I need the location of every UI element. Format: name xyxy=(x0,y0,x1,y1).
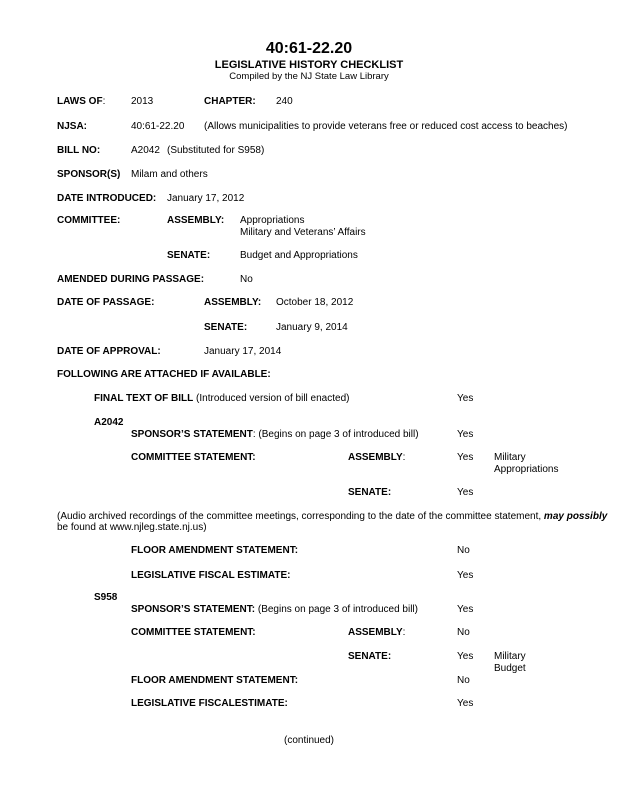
date-introduced-label: DATE INTRODUCED: xyxy=(57,193,157,204)
final-text-value: Yes xyxy=(457,393,474,404)
a2042-sponsor-statement-value: Yes xyxy=(457,429,474,440)
a2042-label: A2042 xyxy=(94,417,124,428)
a2042-assembly-committee-1: Military xyxy=(494,452,526,463)
s958-sponsor-statement: SPONSOR’S STATEMENT: (Begins on page 3 of introduced bill) xyxy=(131,604,418,615)
bill-no-note: (Substituted for S958) xyxy=(167,145,265,156)
s958-senate-value: Yes xyxy=(457,651,474,662)
s958-assembly-label: ASSEMBLY: xyxy=(348,627,406,638)
njsa-value: 40:61-22.20 xyxy=(131,121,185,132)
continued-note: (continued) xyxy=(283,735,335,746)
committee-senate-value: Budget and Appropriations xyxy=(240,250,358,261)
passage-senate-value: January 9, 2014 xyxy=(276,322,348,333)
njsa-note: (Allows municipalities to provide veterans free or reduced cost access to beaches) xyxy=(204,121,568,132)
committee-senate-label: SENATE: xyxy=(167,250,211,261)
chapter-label: CHAPTER: xyxy=(204,96,256,107)
a2042-floor-amendment-value: No xyxy=(457,545,470,556)
a2042-fiscal-estimate-label: LEGISLATIVE FISCAL ESTIMATE: xyxy=(131,570,291,581)
committee-label: COMMITTEE: xyxy=(57,215,121,226)
page-subtitle: Compiled by the NJ State Law Library xyxy=(229,71,389,82)
bill-no-label: BILL NO: xyxy=(57,145,101,156)
a2042-fiscal-estimate-value: Yes xyxy=(457,570,474,581)
a2042-sponsor-statement: SPONSOR’S STATEMENT: (Begins on page 3 of introduced bill) xyxy=(131,429,419,440)
s958-label: S958 xyxy=(94,592,118,603)
s958-floor-amendment-label: FLOOR AMENDMENT STATEMENT: xyxy=(131,675,299,686)
committee-assembly-value-1: Appropriations xyxy=(240,215,305,226)
s958-sponsor-statement-value: Yes xyxy=(457,604,474,615)
s958-fiscal-estimate-value: Yes xyxy=(457,698,474,709)
final-text-row: FINAL TEXT OF BILL (Introduced version of bill enacted) xyxy=(94,393,350,404)
laws-of-label: LAWS OF: xyxy=(57,96,106,107)
s958-senate-label: SENATE: xyxy=(348,651,392,662)
bill-no-value: A2042 xyxy=(131,145,160,156)
page-code: 40:61-22.20 xyxy=(265,40,353,57)
njsa-label: NJSA: xyxy=(57,121,88,132)
s958-assembly-value: No xyxy=(457,627,470,638)
page-title: LEGISLATIVE HISTORY CHECKLIST xyxy=(214,59,404,71)
a2042-committee-statement-label: COMMITTEE STATEMENT: xyxy=(131,452,256,463)
a2042-senate-label: SENATE: xyxy=(348,487,392,498)
date-introduced-value: January 17, 2012 xyxy=(167,193,245,204)
approval-value: January 17, 2014 xyxy=(204,346,282,357)
s958-senate-committee-1: Military xyxy=(494,651,526,662)
a2042-assembly-committee-2: Appropriations xyxy=(494,464,559,475)
sponsors-label: SPONSOR(S) xyxy=(57,169,121,180)
attached-heading: FOLLOWING ARE ATTACHED IF AVAILABLE: xyxy=(57,369,271,380)
sponsors-value: Milam and others xyxy=(131,169,208,180)
audio-note-line-1: (Audio archived recordings of the committee meetings, corresponding to the date of the committee statement, may possibly xyxy=(57,511,608,522)
passage-senate-label: SENATE: xyxy=(204,322,248,333)
s958-floor-amendment-value: No xyxy=(457,675,470,686)
passage-assembly-value: October 18, 2012 xyxy=(276,297,354,308)
a2042-assembly-label: ASSEMBLY: xyxy=(348,452,406,463)
passage-label: DATE OF PASSAGE: xyxy=(57,297,155,308)
a2042-floor-amendment-label: FLOOR AMENDMENT STATEMENT: xyxy=(131,545,299,556)
amended-label: AMENDED DURING PASSAGE: xyxy=(57,274,205,285)
amended-value: No xyxy=(240,274,253,285)
committee-assembly-label: ASSEMBLY: xyxy=(167,215,225,226)
audio-note-line-2: be found at www.njleg.state.nj.us) xyxy=(57,522,207,533)
committee-assembly-value-2: Military and Veterans’ Affairs xyxy=(240,227,366,238)
a2042-senate-value: Yes xyxy=(457,487,474,498)
s958-fiscal-estimate-label: LEGISLATIVE FISCALESTIMATE: xyxy=(131,698,288,709)
laws-of-value: 2013 xyxy=(131,96,154,107)
a2042-assembly-value: Yes xyxy=(457,452,474,463)
passage-assembly-label: ASSEMBLY: xyxy=(204,297,262,308)
approval-label: DATE OF APPROVAL: xyxy=(57,346,161,357)
chapter-value: 240 xyxy=(276,96,293,107)
s958-senate-committee-2: Budget xyxy=(494,663,526,674)
s958-committee-statement-label: COMMITTEE STATEMENT: xyxy=(131,627,256,638)
